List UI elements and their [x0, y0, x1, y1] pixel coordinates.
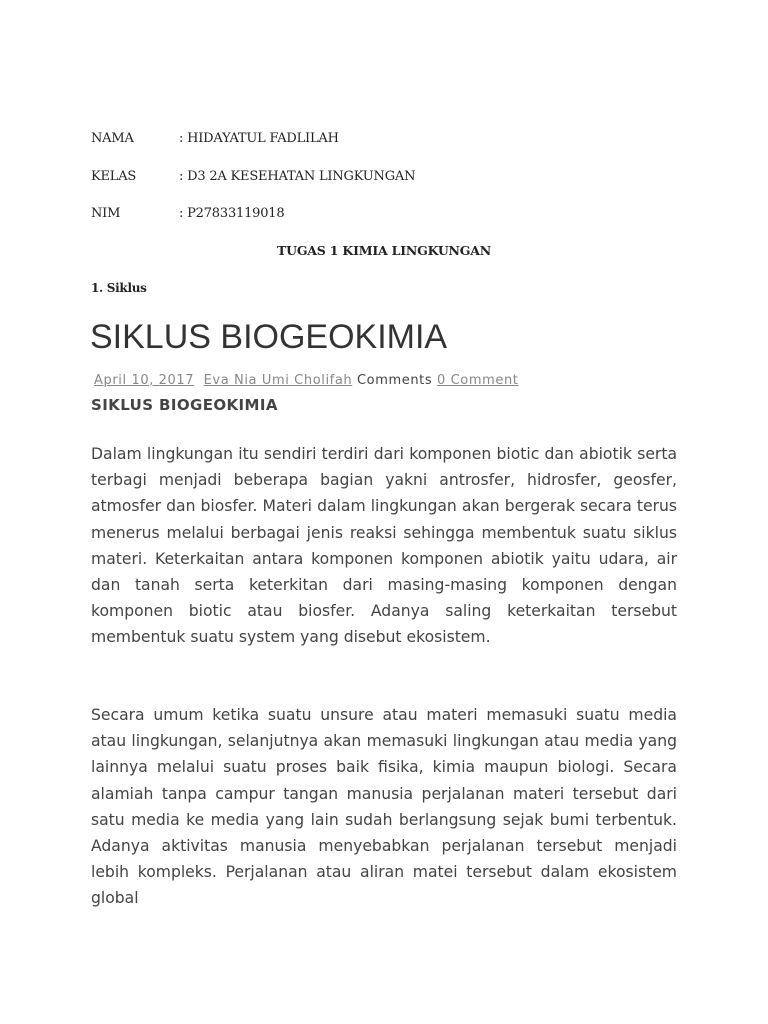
article-title: SIKLUS BIOGEOKIMIA — [90, 318, 448, 356]
article-meta — [94, 373, 518, 388]
paragraph-1: Dalam lingkungan itu sendiri terdiri dari komponen biotic dan abiotik serta terbagi menjadi beberapa bagian yakni antrosfer, hidrosfer, geosfer, atmosfer dan biosfer. Materi dalam lingkungan akan bergerak secara terus menerus melalui berbagai jenis reaksi sehingga membentuk suatu siklus materi. Keterkaitan antara komponen komponen abiotik yaitu udara, air dan tanah serta keterkitan dari masing-masing komponen dengan komponen biotic atau biosfer. Adanya saling keterkaitan tersebut membentuk suatu system yang disebut ekosistem. — [91, 445, 677, 647]
nama-label: NAMA — [91, 131, 134, 146]
article-subheading: SIKLUS BIOGEOKIMIA — [91, 396, 278, 414]
post-date-link[interactable]: April 10, 2017 — [94, 373, 195, 388]
comments-link[interactable]: 0 Comment — [436, 373, 519, 388]
nama-value: : HIDAYATUL FADLILAH — [179, 131, 339, 146]
section-label: 1. Siklus — [91, 281, 147, 295]
nim-label: NIM — [91, 206, 121, 221]
info-row-nama — [91, 131, 339, 146]
task-title: TUGAS 1 KIMIA LINGKUNGAN — [277, 243, 491, 258]
comments-label: Comments — [356, 373, 433, 388]
paragraph-2: Secara umum ketika suatu unsure atau materi memasuki suatu media atau lingkungan, selanjutnya akan memasuki lingkungan atau media yang lainnya melalui suatu proses baik fisika, kimia maupun biologi. Secara alamiah tanpa campur tangan manusia perjalanan materi tersebut dari satu media ke media yang lain sudah berlangsung sejak bumi terbentuk. Adanya aktivitas manusia menyebabkan perjalanan tersebut menjadi lebih kompleks. Perjalanan atau aliran matei tersebut dalam ekosistem global — [91, 706, 677, 908]
kelas-value: : D3 2A KESEHATAN LINGKUNGAN — [179, 169, 416, 184]
author-link[interactable]: Eva Nia Umi Cholifah — [203, 373, 353, 388]
nim-value: : P27833119018 — [179, 206, 285, 221]
info-row-nim — [91, 206, 284, 221]
kelas-label: KELAS — [91, 169, 137, 184]
info-row-kelas — [91, 169, 415, 184]
